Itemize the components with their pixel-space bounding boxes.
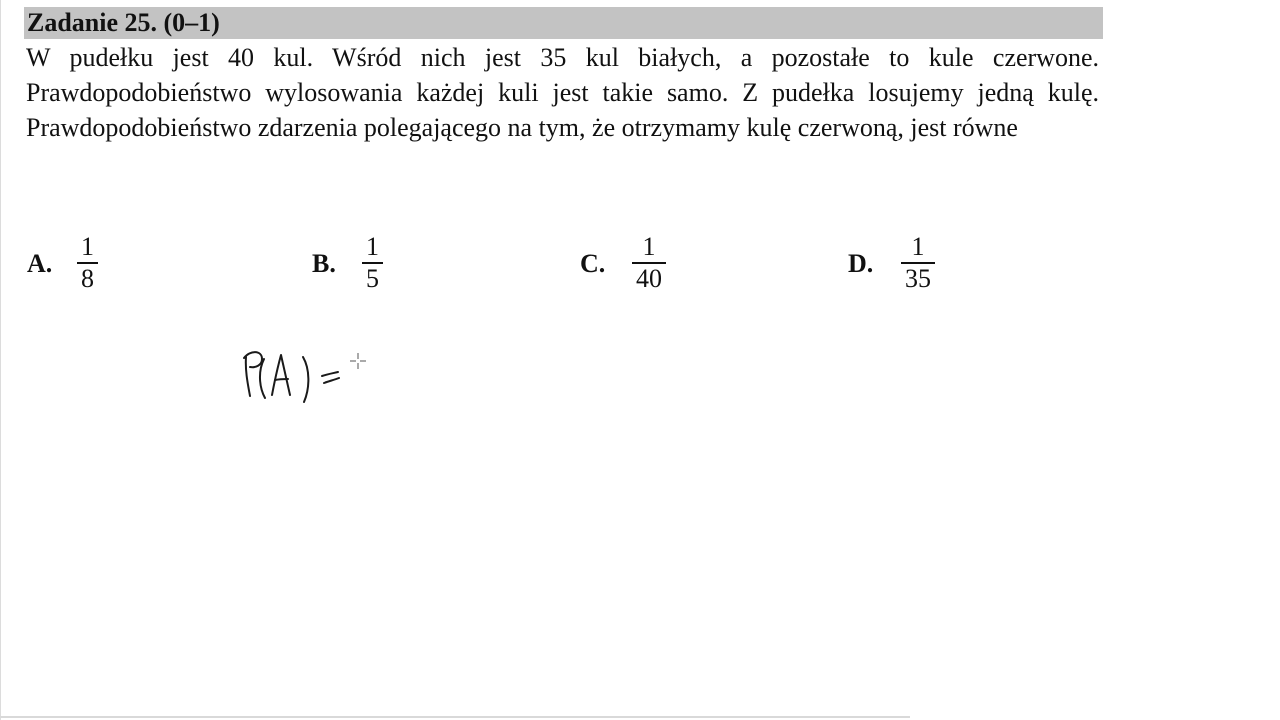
task-header-bar — [24, 7, 1103, 39]
fraction-numerator: 1 — [81, 232, 94, 261]
handwriting-stroke-a-bar — [275, 379, 288, 380]
task-body: W pudełku jest 40 kul. Wśród nich jest 35 kul białych, a pozostałe to kule czerwone. Prawdopodobieństwo wylosowania każdej kuli jest takie samo. Z pudełka losujemy jedną kulę. Prawdopodobieństwo zdarzenia polegającego na tym, że otrzymamy kulę czerwoną, jest równe — [26, 43, 1099, 142]
handwriting-stroke-close-paren — [303, 357, 308, 402]
handwriting-stroke-equals-bottom — [324, 378, 339, 383]
fraction-denominator: 8 — [81, 263, 94, 293]
option-letter: D. — [848, 249, 874, 278]
fraction-numerator: 1 — [642, 232, 656, 261]
page-bottom-edge — [0, 716, 910, 718]
page-edge — [0, 0, 1, 720]
handwriting-stroke-equals-top — [322, 372, 338, 376]
option-fraction — [362, 232, 383, 294]
pen-cursor-icon — [350, 353, 366, 369]
task-title: Zadanie 25. (0–1) — [27, 8, 220, 37]
fraction-denominator: 40 — [636, 263, 662, 293]
option-fraction — [632, 232, 666, 294]
option-fraction — [901, 232, 935, 294]
option-letter: B. — [312, 249, 336, 278]
handwriting-stroke-a-sides — [272, 355, 290, 395]
fraction-denominator: 5 — [366, 263, 379, 293]
handwritten-annotation — [230, 335, 380, 410]
option-letter: A. — [27, 249, 53, 278]
fraction-numerator: 1 — [911, 232, 925, 261]
handwriting-stroke-open-paren — [260, 359, 265, 398]
handwriting-stroke-p-stem — [246, 357, 250, 396]
fraction-denominator: 35 — [905, 263, 931, 293]
fraction-numerator: 1 — [366, 232, 379, 261]
option-fraction — [77, 232, 98, 294]
option-letter: C. — [580, 249, 606, 278]
